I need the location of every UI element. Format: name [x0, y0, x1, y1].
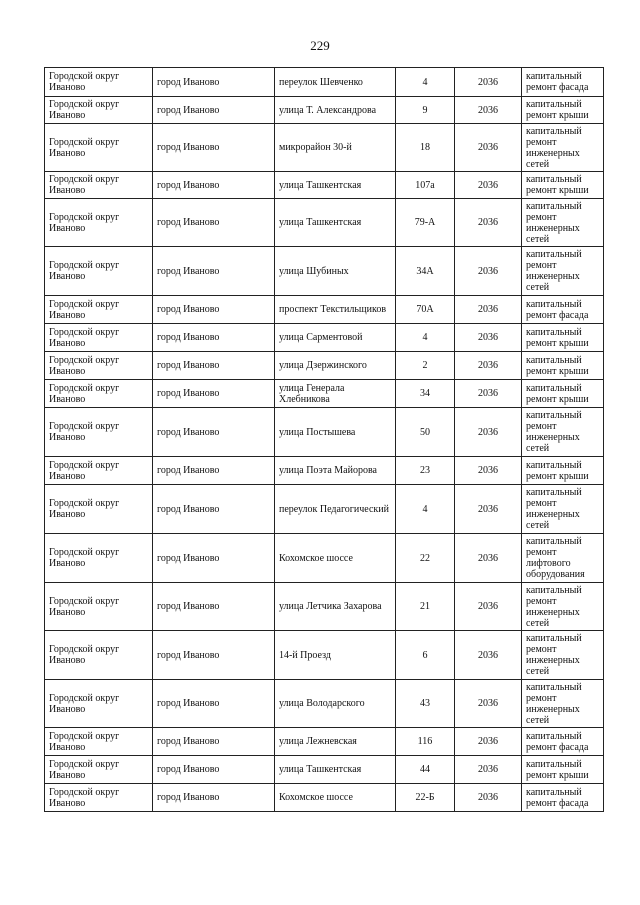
- house-number-cell: 22-Б: [396, 784, 455, 812]
- city-cell: город Иваново: [153, 728, 275, 756]
- year-cell: 2036: [455, 352, 522, 380]
- street-cell: улица Ташкентская: [275, 199, 396, 247]
- district-cell: Городской округ Иваново: [45, 534, 153, 583]
- table-row: [45, 756, 604, 784]
- work-type-cell: капитальный ремонт фасада: [522, 296, 604, 324]
- city-cell: город Иваново: [153, 124, 275, 172]
- house-number-cell: 107а: [396, 172, 455, 199]
- work-type-cell: капитальный ремонт крыши: [522, 172, 604, 199]
- city-cell: город Иваново: [153, 680, 275, 728]
- street-cell: 14-й Проезд: [275, 631, 396, 680]
- district-cell: Городской округ Иваново: [45, 199, 153, 247]
- district-cell: Городской округ Иваново: [45, 296, 153, 324]
- street-cell: микрорайон 30-й: [275, 124, 396, 172]
- year-cell: 2036: [455, 68, 522, 97]
- page-number: 229: [310, 38, 330, 53]
- street-cell: проспект Текстильщиков: [275, 296, 396, 324]
- house-number-cell: 44: [396, 756, 455, 784]
- house-number-cell: 34: [396, 380, 455, 408]
- year-cell: 2036: [455, 247, 522, 296]
- street-cell: улица Ташкентская: [275, 756, 396, 784]
- table-row: [45, 296, 604, 324]
- city-cell: город Иваново: [153, 199, 275, 247]
- city-cell: город Иваново: [153, 97, 275, 124]
- house-number-cell: 4: [396, 324, 455, 352]
- work-type-cell: капитальный ремонт крыши: [522, 457, 604, 485]
- year-cell: 2036: [455, 408, 522, 457]
- year-cell: 2036: [455, 457, 522, 485]
- table-row: [45, 97, 604, 124]
- year-cell: 2036: [455, 534, 522, 583]
- district-cell: Городской округ Иваново: [45, 68, 153, 97]
- house-number-cell: 2: [396, 352, 455, 380]
- work-type-cell: капитальный ремонт инженерных сетей: [522, 485, 604, 534]
- year-cell: 2036: [455, 97, 522, 124]
- city-cell: город Иваново: [153, 485, 275, 534]
- district-cell: Городской округ Иваново: [45, 756, 153, 784]
- district-cell: Городской округ Иваново: [45, 631, 153, 680]
- table-row: [45, 680, 604, 728]
- work-type-cell: капитальный ремонт фасада: [522, 68, 604, 97]
- house-number-cell: 34А: [396, 247, 455, 296]
- year-cell: 2036: [455, 124, 522, 172]
- street-cell: улица Лежневская: [275, 728, 396, 756]
- city-cell: город Иваново: [153, 324, 275, 352]
- table-row: [45, 408, 604, 457]
- table-row: [45, 485, 604, 534]
- year-cell: 2036: [455, 485, 522, 534]
- work-type-cell: капитальный ремонт инженерных сетей: [522, 583, 604, 631]
- work-type-cell: капитальный ремонт крыши: [522, 756, 604, 784]
- table-row: [45, 124, 604, 172]
- table-row: [45, 457, 604, 485]
- year-cell: 2036: [455, 296, 522, 324]
- year-cell: 2036: [455, 728, 522, 756]
- city-cell: город Иваново: [153, 457, 275, 485]
- street-cell: улица Генерала Хлебникова: [275, 380, 396, 408]
- house-number-cell: 21: [396, 583, 455, 631]
- house-number-cell: 9: [396, 97, 455, 124]
- street-cell: улица Шубиных: [275, 247, 396, 296]
- street-cell: улица Летчика Захарова: [275, 583, 396, 631]
- work-type-cell: капитальный ремонт инженерных сетей: [522, 199, 604, 247]
- district-cell: Городской округ Иваново: [45, 352, 153, 380]
- street-cell: улица Ташкентская: [275, 172, 396, 199]
- work-type-cell: капитальный ремонт инженерных сетей: [522, 680, 604, 728]
- table-row: [45, 352, 604, 380]
- city-cell: город Иваново: [153, 408, 275, 457]
- work-type-cell: капитальный ремонт крыши: [522, 97, 604, 124]
- street-cell: улица Поэта Майорова: [275, 457, 396, 485]
- city-cell: город Иваново: [153, 247, 275, 296]
- district-cell: Городской округ Иваново: [45, 247, 153, 296]
- work-type-cell: капитальный ремонт инженерных сетей: [522, 124, 604, 172]
- table-row: [45, 68, 604, 97]
- city-cell: город Иваново: [153, 534, 275, 583]
- district-cell: Городской округ Иваново: [45, 324, 153, 352]
- city-cell: город Иваново: [153, 756, 275, 784]
- house-number-cell: 116: [396, 728, 455, 756]
- city-cell: город Иваново: [153, 352, 275, 380]
- table-row: [45, 631, 604, 680]
- year-cell: 2036: [455, 784, 522, 812]
- street-cell: переулок Шевченко: [275, 68, 396, 97]
- district-cell: Городской округ Иваново: [45, 97, 153, 124]
- street-cell: улица Володарского: [275, 680, 396, 728]
- street-cell: Кохомское шоссе: [275, 534, 396, 583]
- year-cell: 2036: [455, 680, 522, 728]
- table-row: [45, 534, 604, 583]
- table-row: [45, 324, 604, 352]
- house-number-cell: 18: [396, 124, 455, 172]
- table-row: [45, 380, 604, 408]
- city-cell: город Иваново: [153, 583, 275, 631]
- house-number-cell: 23: [396, 457, 455, 485]
- work-type-cell: капитальный ремонт фасада: [522, 728, 604, 756]
- table-row: [45, 784, 604, 812]
- street-cell: улица Т. Александрова: [275, 97, 396, 124]
- city-cell: город Иваново: [153, 68, 275, 97]
- table-row: [45, 728, 604, 756]
- district-cell: Городской округ Иваново: [45, 124, 153, 172]
- district-cell: Городской округ Иваново: [45, 380, 153, 408]
- year-cell: 2036: [455, 631, 522, 680]
- district-cell: Городской округ Иваново: [45, 583, 153, 631]
- house-number-cell: 4: [396, 485, 455, 534]
- table-row: [45, 247, 604, 296]
- house-number-cell: 4: [396, 68, 455, 97]
- district-cell: Городской округ Иваново: [45, 457, 153, 485]
- table-row: [45, 583, 604, 631]
- city-cell: город Иваново: [153, 172, 275, 199]
- table-body: [45, 68, 604, 812]
- city-cell: город Иваново: [153, 631, 275, 680]
- house-number-cell: 79-А: [396, 199, 455, 247]
- district-cell: Городской округ Иваново: [45, 408, 153, 457]
- work-type-cell: капитальный ремонт фасада: [522, 784, 604, 812]
- district-cell: Городской округ Иваново: [45, 784, 153, 812]
- street-cell: Кохомское шоссе: [275, 784, 396, 812]
- table-row: [45, 172, 604, 199]
- district-cell: Городской округ Иваново: [45, 728, 153, 756]
- work-type-cell: капитальный ремонт инженерных сетей: [522, 408, 604, 457]
- street-cell: переулок Педагогический: [275, 485, 396, 534]
- year-cell: 2036: [455, 324, 522, 352]
- year-cell: 2036: [455, 380, 522, 408]
- work-type-cell: капитальный ремонт лифтового оборудования: [522, 534, 604, 583]
- table-row: [45, 199, 604, 247]
- city-cell: город Иваново: [153, 380, 275, 408]
- work-type-cell: капитальный ремонт крыши: [522, 352, 604, 380]
- work-type-cell: капитальный ремонт крыши: [522, 380, 604, 408]
- year-cell: 2036: [455, 756, 522, 784]
- district-cell: Городской округ Иваново: [45, 680, 153, 728]
- district-cell: Городской округ Иваново: [45, 172, 153, 199]
- street-cell: улица Сарментовой: [275, 324, 396, 352]
- year-cell: 2036: [455, 172, 522, 199]
- work-type-cell: капитальный ремонт крыши: [522, 324, 604, 352]
- work-type-cell: капитальный ремонт инженерных сетей: [522, 631, 604, 680]
- housing-repair-table: [44, 67, 604, 812]
- house-number-cell: 70А: [396, 296, 455, 324]
- house-number-cell: 6: [396, 631, 455, 680]
- street-cell: улица Дзержинского: [275, 352, 396, 380]
- year-cell: 2036: [455, 199, 522, 247]
- work-type-cell: капитальный ремонт инженерных сетей: [522, 247, 604, 296]
- city-cell: город Иваново: [153, 784, 275, 812]
- house-number-cell: 50: [396, 408, 455, 457]
- year-cell: 2036: [455, 583, 522, 631]
- street-cell: улица Постышева: [275, 408, 396, 457]
- house-number-cell: 43: [396, 680, 455, 728]
- city-cell: город Иваново: [153, 296, 275, 324]
- district-cell: Городской округ Иваново: [45, 485, 153, 534]
- house-number-cell: 22: [396, 534, 455, 583]
